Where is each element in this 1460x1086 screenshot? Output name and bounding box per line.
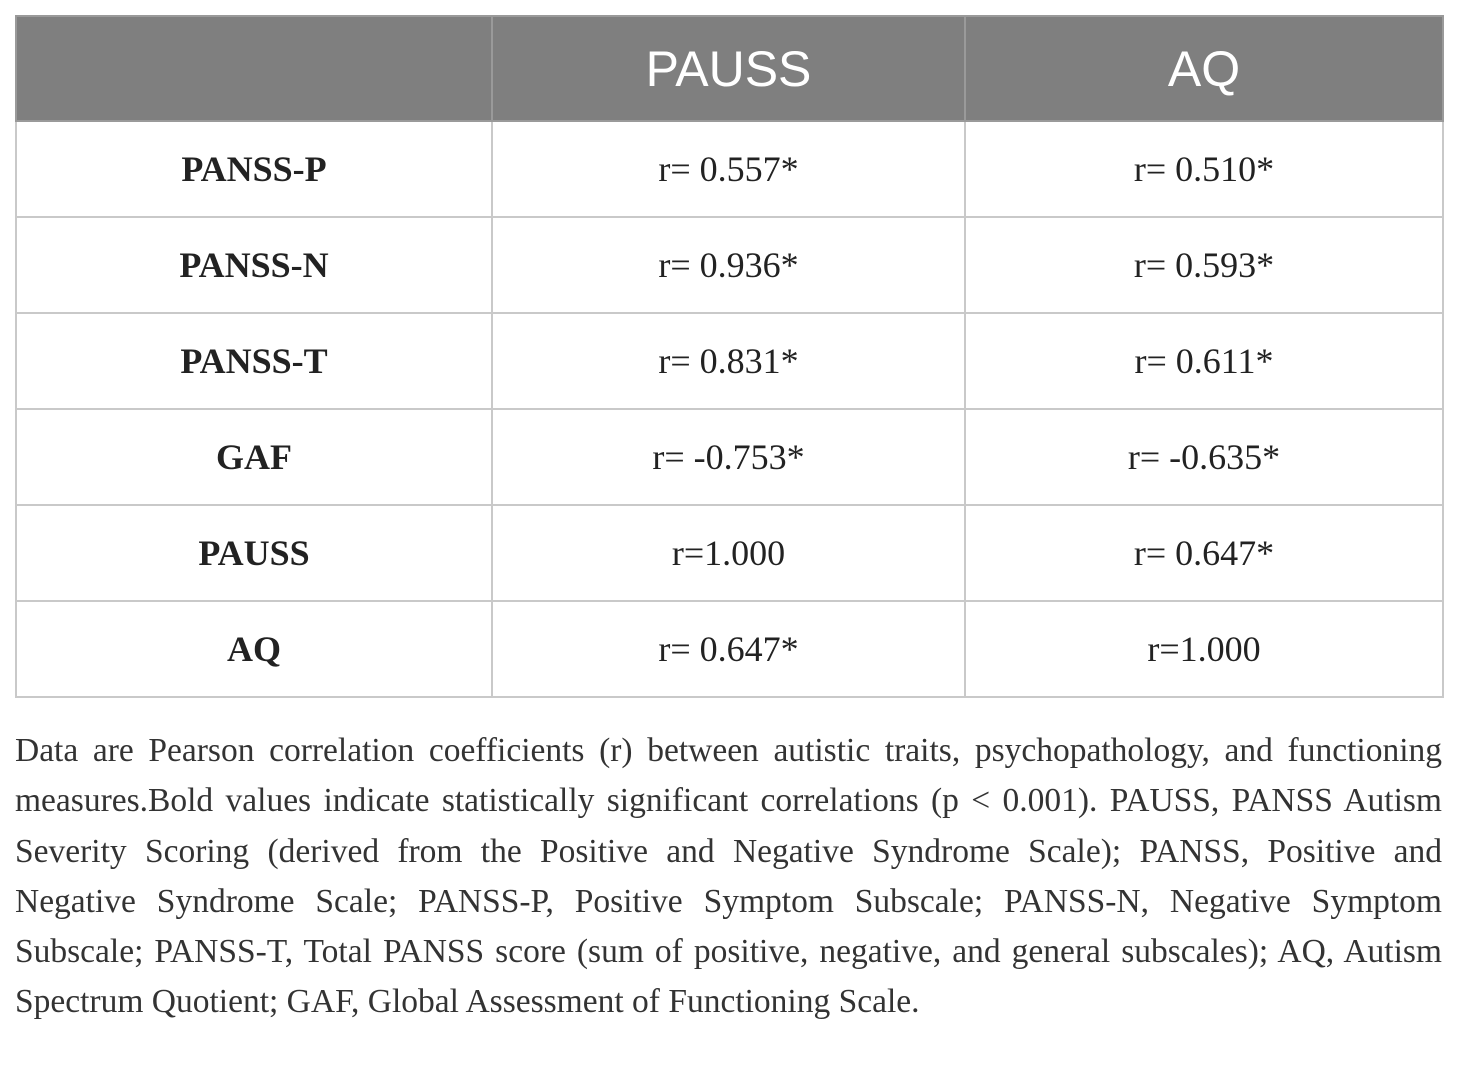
table-row <box>16 601 1443 697</box>
table-row <box>16 313 1443 409</box>
pauss-value: r= 0.936* <box>492 217 965 313</box>
table-row <box>16 505 1443 601</box>
header-cell-empty <box>16 16 492 121</box>
table-row <box>16 217 1443 313</box>
pauss-value: r=1.000 <box>492 505 965 601</box>
table-body <box>16 121 1443 697</box>
aq-value: r= 0.647* <box>965 505 1443 601</box>
table-footnote: Data are Pearson correlation coefficients (r) between autistic traits, psychopathology, and functioning measures.Bold values indicate statistically significant correlations (p < 0.001). PAUSS, PANSS Autism Severity Scoring (derived from the Positive and Negative Syndrome Scale); PANSS, Positive and Negative Syndrome Scale; PANSS-P, Positive Symptom Subscale; PANSS-N, Negative Symptom Subscale; PANSS-T, Total PANSS score (sum of positive, negative, and general subscales); AQ, Autism Spectrum Quotient; GAF, Global Assessment of Functioning Scale. <box>15 732 1442 1021</box>
table-row <box>16 121 1443 217</box>
pauss-value: r= 0.647* <box>492 601 965 697</box>
row-label: AQ <box>16 601 492 697</box>
header-row <box>16 16 1443 121</box>
row-label: PANSS-T <box>16 313 492 409</box>
aq-value: r= 0.611* <box>965 313 1443 409</box>
aq-value: r= -0.635* <box>965 409 1443 505</box>
correlation-table-container <box>15 15 1442 698</box>
pauss-value: r= 0.557* <box>492 121 965 217</box>
row-label: GAF <box>16 409 492 505</box>
aq-value: r= 0.510* <box>965 121 1443 217</box>
row-label: PANSS-N <box>16 217 492 313</box>
row-label: PAUSS <box>16 505 492 601</box>
header-cell-pauss: PAUSS <box>492 16 965 121</box>
aq-value: r= 0.593* <box>965 217 1443 313</box>
table-header <box>16 16 1443 121</box>
row-label: PANSS-P <box>16 121 492 217</box>
header-cell-aq: AQ <box>965 16 1443 121</box>
table-row <box>16 409 1443 505</box>
correlation-table <box>15 15 1444 698</box>
aq-value: r=1.000 <box>965 601 1443 697</box>
pauss-value: r= -0.753* <box>492 409 965 505</box>
pauss-value: r= 0.831* <box>492 313 965 409</box>
